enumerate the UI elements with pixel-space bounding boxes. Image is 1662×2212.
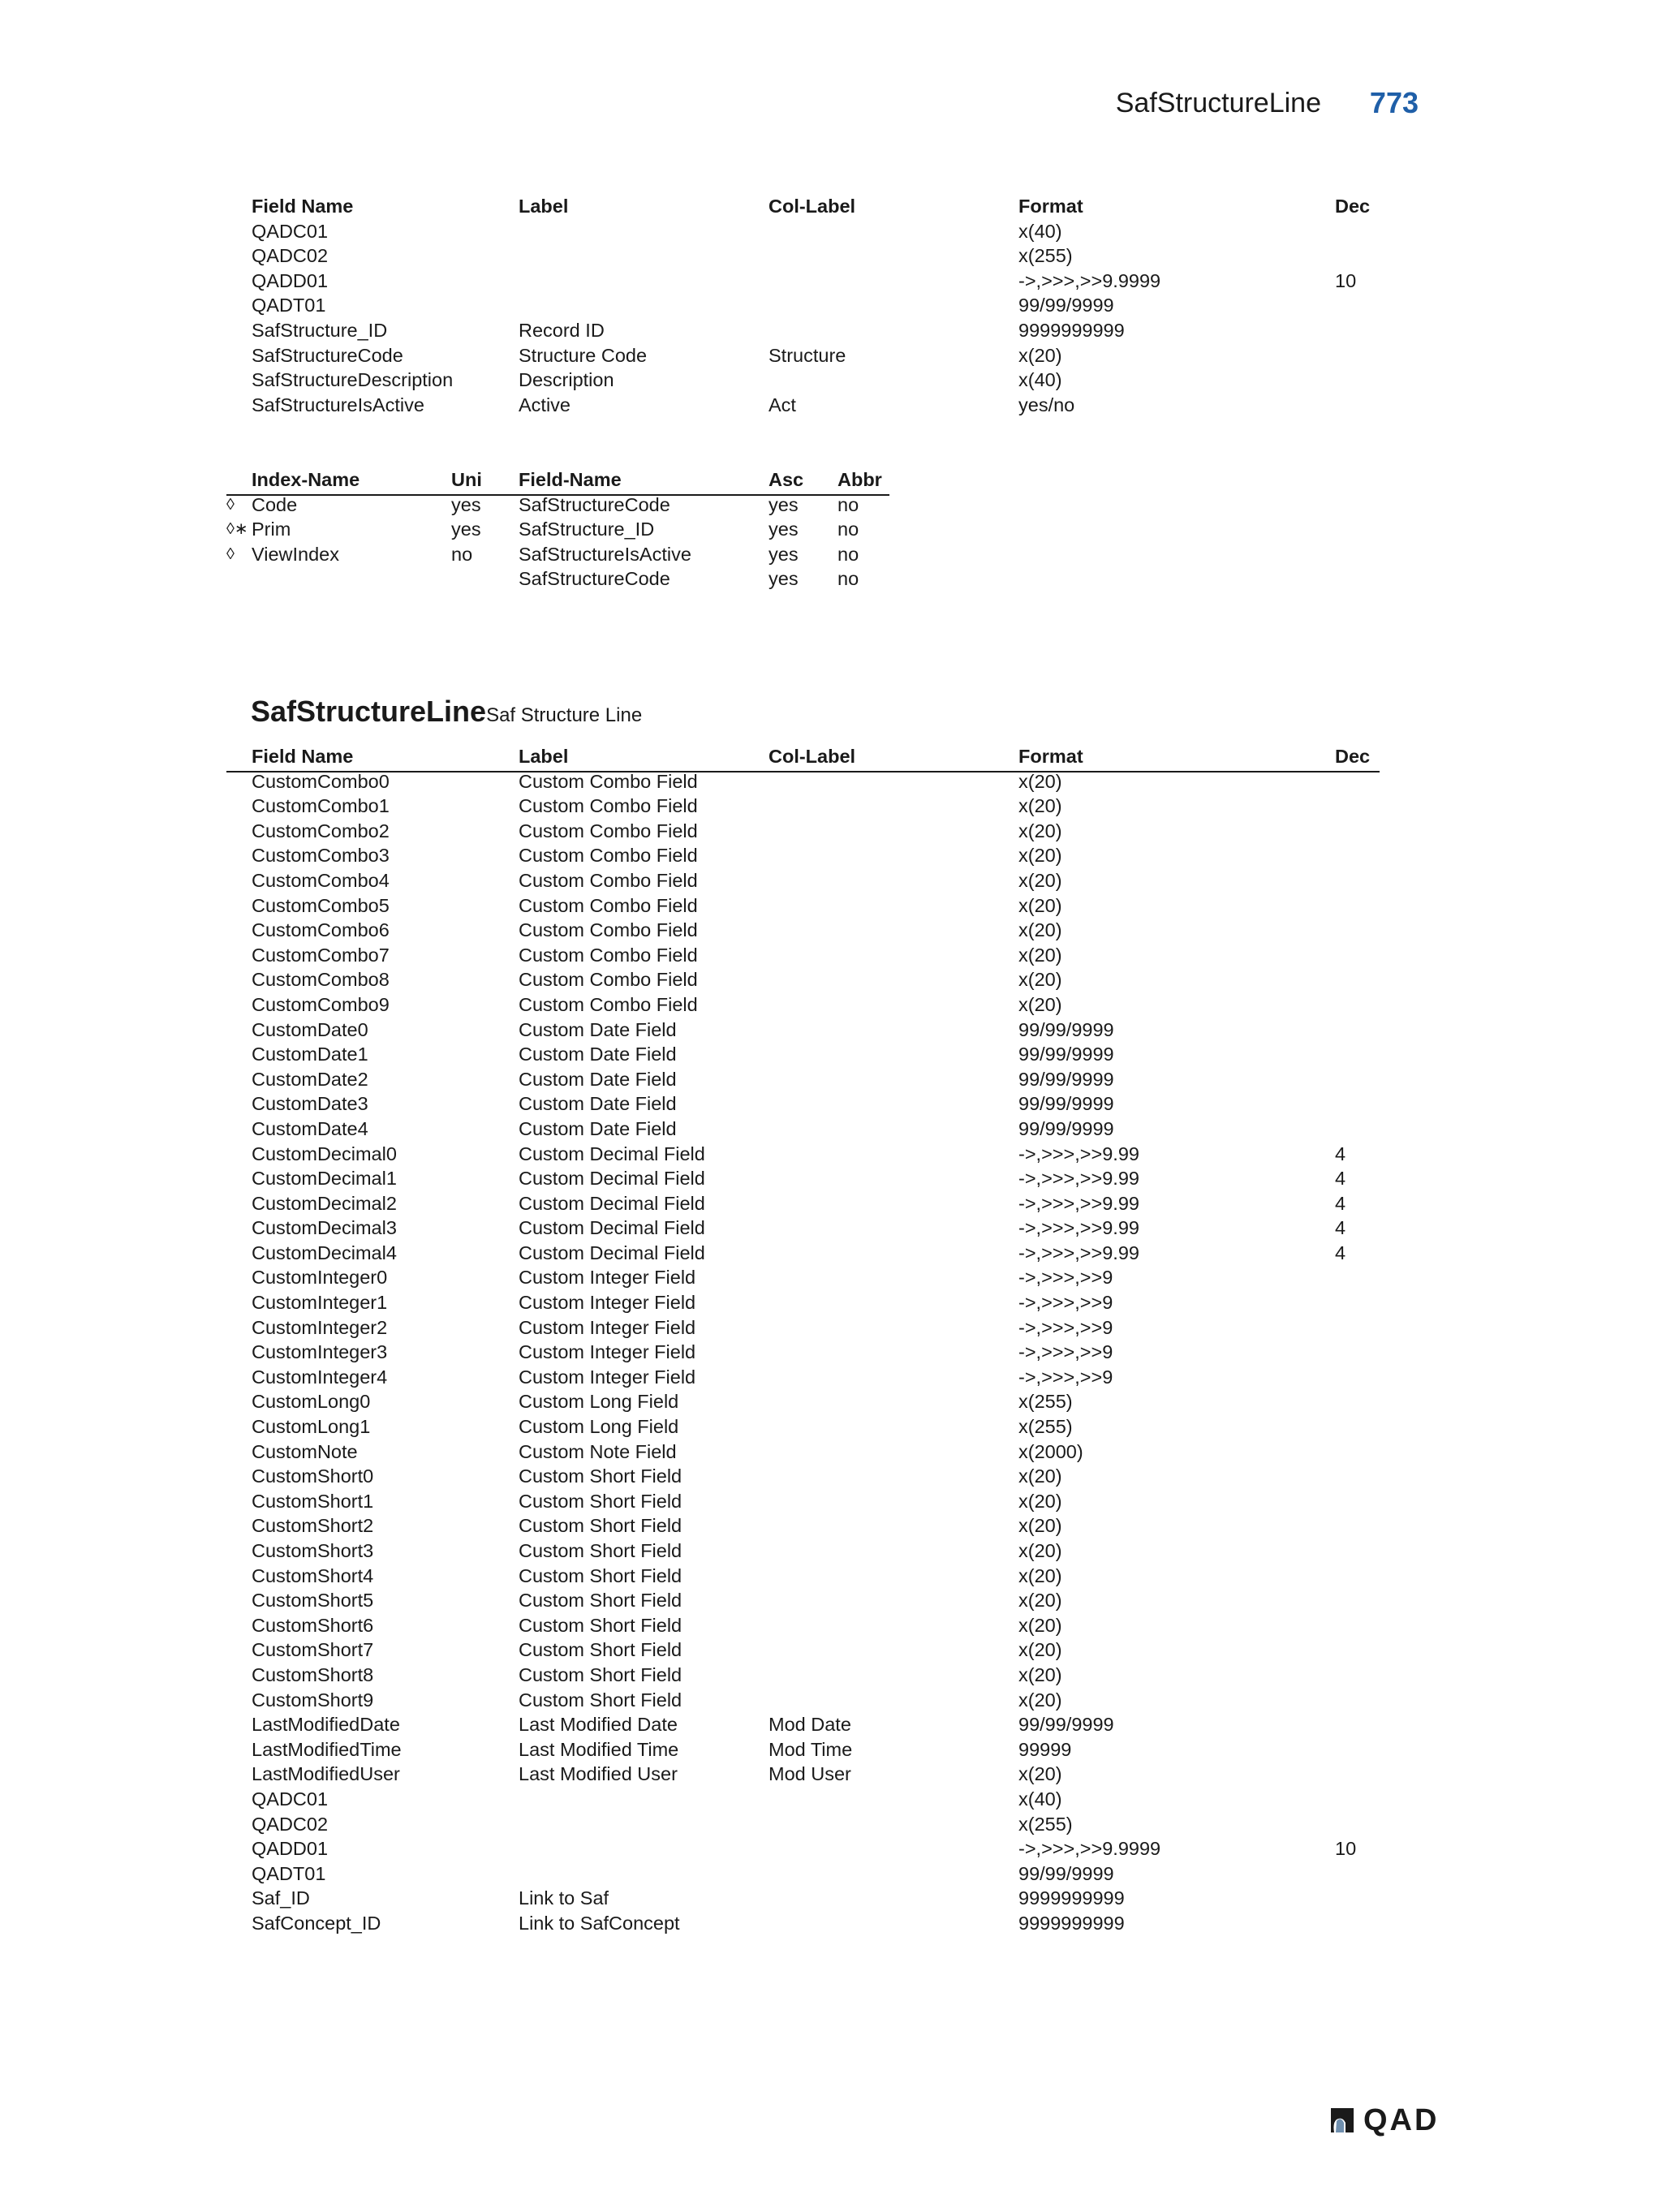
format-cell: 99/99/9999: [1018, 1068, 1114, 1090]
field-name-cell: SafStructure_ID: [252, 319, 388, 341]
table-row: [226, 819, 1379, 844]
col-label-cell: Structure: [769, 344, 846, 366]
table-header: [226, 467, 892, 493]
field-name-cell: CustomInteger1: [252, 1292, 388, 1314]
field-name-cell: CustomShort9: [252, 1689, 374, 1711]
format-cell: x(20): [1018, 1590, 1062, 1612]
table-row: [226, 243, 1387, 269]
format-cell: x(40): [1018, 220, 1062, 242]
label-cell: Custom Decimal Field: [519, 1217, 705, 1239]
page-title: SafStructureLine: [1115, 88, 1321, 118]
format-cell: x(40): [1018, 1788, 1062, 1810]
format-cell: x(40): [1018, 369, 1062, 391]
label-cell: Custom Short Field: [519, 1515, 682, 1537]
field-name-cell: SafStructureIsActive: [252, 394, 424, 415]
label-cell: Custom Date Field: [519, 1093, 677, 1115]
table-row: [226, 992, 1379, 1018]
header-dec: Dec: [1335, 746, 1371, 767]
table-row: [226, 1489, 1379, 1514]
table-row: [226, 1861, 1379, 1887]
field-name-cell: CustomShort7: [252, 1639, 374, 1661]
header-dec: Dec: [1335, 196, 1371, 217]
format-cell: ->,>>>,>>9.99: [1018, 1217, 1139, 1239]
field-name-cell: CustomCombo0: [252, 770, 390, 792]
table-row: [226, 967, 1379, 992]
label-cell: Link to Saf: [519, 1887, 609, 1909]
format-cell: ->,>>>,>>9.99: [1018, 1143, 1139, 1164]
format-cell: x(20): [1018, 1614, 1062, 1636]
field-name-cell: LastModifiedTime: [252, 1738, 402, 1760]
label-cell: Description: [519, 369, 614, 391]
label-cell: Last Modified Time: [519, 1738, 679, 1760]
field-name-cell: CustomCombo2: [252, 820, 390, 841]
field-name-cell: CustomDecimal3: [252, 1217, 397, 1239]
field-name-cell: CustomShort3: [252, 1540, 374, 1561]
qad-logo: [1328, 2105, 1449, 2137]
format-cell: x(20): [1018, 944, 1062, 966]
format-cell: 9999999999: [1018, 1912, 1125, 1934]
format-cell: x(20): [1018, 869, 1062, 891]
header-uni: Uni: [451, 469, 482, 490]
field-name-cell: SafStructure_ID: [519, 519, 655, 540]
format-cell: x(255): [1018, 1391, 1073, 1413]
label-cell: Custom Integer Field: [519, 1316, 696, 1338]
format-cell: x(20): [1018, 969, 1062, 991]
field-name-cell: QADC01: [252, 220, 329, 242]
field-name-cell: QADT01: [252, 295, 326, 316]
table-row: [226, 1564, 1379, 1589]
format-cell: x(20): [1018, 993, 1062, 1015]
field-name-cell: SafStructureCode: [519, 493, 670, 515]
table-row: [226, 1836, 1379, 1861]
table-row: [226, 269, 1387, 294]
table-row: [226, 517, 892, 542]
table-row: [226, 1067, 1379, 1092]
field-name-cell: CustomDecimal0: [252, 1143, 397, 1164]
label-cell: Custom Short Field: [519, 1564, 682, 1586]
field-name-cell: CustomShort2: [252, 1515, 374, 1537]
table-row: [226, 1787, 1379, 1812]
table-row: [226, 368, 1387, 393]
format-cell: 9999999999: [1018, 319, 1125, 341]
format-cell: ->,>>>,>>9: [1018, 1316, 1113, 1338]
label-cell: Custom Combo Field: [519, 795, 698, 817]
format-cell: 99/99/9999: [1018, 1117, 1114, 1139]
asc-cell: yes: [769, 493, 799, 515]
table-row: [226, 1588, 1379, 1613]
dec-cell: 10: [1335, 1838, 1357, 1860]
field-name-cell: SafStructureCode: [252, 344, 403, 366]
format-cell: x(255): [1018, 1813, 1073, 1835]
dec-cell: 4: [1335, 1168, 1346, 1190]
col-label-cell: Mod Time: [769, 1738, 853, 1760]
format-cell: x(20): [1018, 894, 1062, 916]
label-cell: Custom Decimal Field: [519, 1242, 705, 1263]
format-cell: x(255): [1018, 1416, 1073, 1438]
label-cell: Structure Code: [519, 344, 648, 366]
label-cell: Custom Combo Field: [519, 845, 698, 867]
col-label-cell: Mod Date: [769, 1714, 851, 1736]
label-cell: Last Modified User: [519, 1763, 678, 1785]
field-name-cell: CustomCombo6: [252, 919, 390, 941]
table-row: [226, 1315, 1379, 1341]
table-header: [226, 194, 1387, 219]
fields-table-1: [226, 194, 1387, 417]
format-cell: ->,>>>,>>9.99: [1018, 1168, 1139, 1190]
label-cell: Custom Date Field: [519, 1117, 677, 1139]
table-row: [226, 566, 892, 592]
table-row: [226, 219, 1387, 244]
qad-logo-text: QAD: [1363, 2103, 1440, 2137]
table-row: [226, 293, 1387, 318]
field-name-cell: SafStructureDescription: [252, 369, 454, 391]
label-cell: Custom Short Field: [519, 1639, 682, 1661]
label-cell: Custom Integer Field: [519, 1366, 696, 1388]
header-abbr: Abbr: [837, 469, 882, 490]
page-number: 773: [1369, 86, 1419, 119]
label-cell: Custom Short Field: [519, 1540, 682, 1561]
abbr-cell: no: [837, 543, 859, 565]
field-name-cell: CustomLong0: [252, 1391, 371, 1413]
table-row: [226, 1091, 1379, 1117]
header-field-name: Field Name: [252, 196, 354, 217]
table-row: [226, 318, 1387, 343]
label-cell: Active: [519, 394, 571, 415]
header-field-name: Field-Name: [519, 469, 622, 490]
table-row: [226, 1365, 1379, 1390]
format-cell: x(20): [1018, 1540, 1062, 1561]
format-cell: 99/99/9999: [1018, 1862, 1114, 1884]
label-cell: Custom Combo Field: [519, 869, 698, 891]
label-cell: Custom Integer Field: [519, 1267, 696, 1289]
field-name-cell: CustomInteger4: [252, 1366, 388, 1388]
table-row: [226, 1018, 1379, 1043]
format-cell: ->,>>>,>>9: [1018, 1267, 1113, 1289]
format-cell: x(20): [1018, 845, 1062, 867]
table-row: [226, 943, 1379, 968]
col-label-cell: Act: [769, 394, 796, 415]
format-cell: 99/99/9999: [1018, 1714, 1114, 1736]
index-name-cell: Prim: [252, 519, 291, 540]
table-row: [226, 1265, 1379, 1290]
table-row: [226, 1440, 1379, 1465]
format-cell: 9999999999: [1018, 1887, 1125, 1909]
table-row: [226, 1389, 1379, 1414]
field-name-cell: CustomCombo7: [252, 944, 390, 966]
field-name-cell: CustomLong1: [252, 1416, 371, 1438]
label-cell: Custom Combo Field: [519, 919, 698, 941]
label-cell: Custom Short Field: [519, 1490, 682, 1512]
field-name-cell: Saf_ID: [252, 1887, 310, 1909]
table-row: [226, 1762, 1379, 1787]
format-cell: x(20): [1018, 344, 1062, 366]
label-cell: Custom Short Field: [519, 1689, 682, 1711]
format-cell: x(20): [1018, 1763, 1062, 1785]
table-row: [226, 1340, 1379, 1365]
table-row: [226, 393, 1387, 418]
asc-cell: yes: [769, 519, 799, 540]
field-name-cell: CustomNote: [252, 1440, 358, 1462]
table-row: [226, 1166, 1379, 1191]
label-cell: Custom Short Field: [519, 1465, 682, 1487]
field-name-cell: CustomShort4: [252, 1564, 374, 1586]
label-cell: Custom Combo Field: [519, 993, 698, 1015]
dec-cell: 10: [1335, 269, 1357, 291]
header-format: Format: [1018, 196, 1083, 217]
table-row: [226, 1464, 1379, 1489]
format-cell: x(20): [1018, 1564, 1062, 1586]
label-cell: Custom Combo Field: [519, 770, 698, 792]
format-cell: ->,>>>,>>9.9999: [1018, 269, 1161, 291]
table-row: [226, 1513, 1379, 1539]
field-name-cell: CustomInteger3: [252, 1341, 388, 1363]
field-name-cell: LastModifiedDate: [252, 1714, 400, 1736]
table-row: [226, 1886, 1379, 1911]
col-label-cell: Mod User: [769, 1763, 851, 1785]
label-cell: Custom Date Field: [519, 1068, 677, 1090]
field-name-cell: CustomShort5: [252, 1590, 374, 1612]
abbr-cell: no: [837, 493, 859, 515]
index-name-cell: Code: [252, 493, 298, 515]
label-cell: Link to SafConcept: [519, 1912, 680, 1934]
format-cell: 99/99/9999: [1018, 1093, 1114, 1115]
index-marker: ◊∗: [226, 520, 248, 539]
label-cell: Custom Decimal Field: [519, 1168, 705, 1190]
unique-cell: no: [451, 543, 473, 565]
field-name-cell: CustomCombo1: [252, 795, 390, 817]
section-title: [251, 695, 642, 729]
table-row: [226, 1241, 1379, 1266]
header-field-name: Field Name: [252, 746, 354, 767]
fields-header-rule: [226, 771, 1380, 772]
format-cell: ->,>>>,>>9.99: [1018, 1242, 1139, 1263]
header-label: Label: [519, 196, 569, 217]
table-row: [226, 1737, 1379, 1762]
header-label: Label: [519, 746, 569, 767]
field-name-cell: CustomCombo4: [252, 869, 390, 891]
field-name-cell: SafStructureIsActive: [519, 543, 691, 565]
abbr-cell: no: [837, 519, 859, 540]
unique-cell: yes: [451, 493, 481, 515]
index-header-rule: [226, 494, 889, 496]
table-row: [226, 1042, 1379, 1067]
format-cell: yes/no: [1018, 394, 1075, 415]
field-name-cell: QADC02: [252, 245, 329, 267]
table-row: [226, 1414, 1379, 1440]
label-cell: Custom Short Field: [519, 1614, 682, 1636]
label-cell: Custom Combo Field: [519, 894, 698, 916]
field-name-cell: CustomShort6: [252, 1614, 374, 1636]
field-name-cell: SafConcept_ID: [252, 1912, 381, 1934]
format-cell: x(2000): [1018, 1440, 1083, 1462]
format-cell: x(20): [1018, 1639, 1062, 1661]
label-cell: Custom Combo Field: [519, 944, 698, 966]
table-row: [226, 1142, 1379, 1167]
table-row: [226, 1191, 1379, 1216]
field-name-cell: CustomCombo9: [252, 993, 390, 1015]
format-cell: 99/99/9999: [1018, 295, 1114, 316]
table-row: [226, 1539, 1379, 1564]
table-name: SafStructureLine: [251, 695, 487, 728]
field-name-cell: CustomShort8: [252, 1663, 374, 1685]
table-row: [226, 1712, 1379, 1737]
field-name-cell: CustomDate1: [252, 1044, 368, 1065]
format-cell: x(20): [1018, 1663, 1062, 1685]
header-col-label: Col-Label: [769, 746, 856, 767]
table-row: [226, 893, 1379, 919]
index-table: [226, 467, 892, 592]
field-name-cell: CustomCombo3: [252, 845, 390, 867]
field-name-cell: CustomDecimal1: [252, 1168, 397, 1190]
table-row: [226, 343, 1387, 368]
table-row: [226, 918, 1379, 943]
table-row: [226, 1812, 1379, 1837]
dec-cell: 4: [1335, 1192, 1346, 1214]
table-row: [226, 769, 1379, 794]
header-index-name: Index-Name: [252, 469, 360, 490]
field-name-cell: QADC01: [252, 1788, 329, 1810]
asc-cell: yes: [769, 568, 799, 590]
dec-cell: 4: [1335, 1242, 1346, 1263]
header-format: Format: [1018, 746, 1083, 767]
label-cell: Custom Combo Field: [519, 820, 698, 841]
label-cell: Last Modified Date: [519, 1714, 678, 1736]
label-cell: Custom Decimal Field: [519, 1192, 705, 1214]
table-row: [226, 542, 892, 567]
format-cell: ->,>>>,>>9: [1018, 1292, 1113, 1314]
field-name-cell: CustomShort0: [252, 1465, 374, 1487]
asc-cell: yes: [769, 543, 799, 565]
format-cell: x(20): [1018, 1490, 1062, 1512]
field-name-cell: CustomDate4: [252, 1117, 368, 1139]
format-cell: x(20): [1018, 820, 1062, 841]
label-cell: Custom Date Field: [519, 1044, 677, 1065]
format-cell: x(20): [1018, 1689, 1062, 1711]
table-description: Saf Structure Line: [486, 704, 643, 726]
field-name-cell: CustomDate3: [252, 1093, 368, 1115]
table-row: [226, 1688, 1379, 1713]
format-cell: x(20): [1018, 795, 1062, 817]
field-name-cell: CustomDate0: [252, 1018, 368, 1040]
field-name-cell: CustomShort1: [252, 1490, 374, 1512]
dec-cell: 4: [1335, 1143, 1346, 1164]
label-cell: Custom Short Field: [519, 1663, 682, 1685]
field-name-cell: CustomDecimal4: [252, 1242, 397, 1263]
format-cell: x(255): [1018, 245, 1073, 267]
format-cell: x(20): [1018, 1465, 1062, 1487]
qad-logo-icon: [1328, 2107, 1357, 2134]
header-asc: Asc: [769, 469, 804, 490]
field-name-cell: CustomDecimal2: [252, 1192, 397, 1214]
table-row: [226, 843, 1379, 868]
format-cell: x(20): [1018, 770, 1062, 792]
field-name-cell: CustomInteger2: [252, 1316, 388, 1338]
table-row: [226, 1613, 1379, 1638]
table-row: [226, 1290, 1379, 1315]
format-cell: x(20): [1018, 1515, 1062, 1537]
index-name-cell: ViewIndex: [252, 543, 339, 565]
format-cell: 99999: [1018, 1738, 1072, 1760]
header-col-label: Col-Label: [769, 196, 856, 217]
field-name-cell: CustomInteger0: [252, 1267, 388, 1289]
label-cell: Custom Note Field: [519, 1440, 677, 1462]
dec-cell: 4: [1335, 1217, 1346, 1239]
format-cell: ->,>>>,>>9: [1018, 1366, 1113, 1388]
field-name-cell: QADD01: [252, 1838, 329, 1860]
index-marker: ◊: [226, 544, 235, 563]
format-cell: ->,>>>,>>9.9999: [1018, 1838, 1161, 1860]
unique-cell: yes: [451, 519, 481, 540]
index-marker: ◊: [226, 495, 235, 514]
field-name-cell: QADD01: [252, 269, 329, 291]
label-cell: Custom Long Field: [519, 1416, 679, 1438]
fields-table-2: [226, 744, 1379, 1936]
label-cell: Record ID: [519, 319, 605, 341]
table-row: [226, 1637, 1379, 1663]
label-cell: Custom Integer Field: [519, 1341, 696, 1363]
label-cell: Custom Short Field: [519, 1590, 682, 1612]
format-cell: 99/99/9999: [1018, 1044, 1114, 1065]
format-cell: x(20): [1018, 919, 1062, 941]
format-cell: 99/99/9999: [1018, 1018, 1114, 1040]
table-row: [226, 1663, 1379, 1688]
table-row: [226, 868, 1379, 893]
field-name-cell: CustomDate2: [252, 1068, 368, 1090]
format-cell: ->,>>>,>>9.99: [1018, 1192, 1139, 1214]
table-row: [226, 1216, 1379, 1241]
label-cell: Custom Decimal Field: [519, 1143, 705, 1164]
field-name-cell: CustomCombo8: [252, 969, 390, 991]
field-name-cell: LastModifiedUser: [252, 1763, 400, 1785]
table-header: [226, 744, 1379, 769]
field-name-cell: CustomCombo5: [252, 894, 390, 916]
abbr-cell: no: [837, 568, 859, 590]
label-cell: Custom Integer Field: [519, 1292, 696, 1314]
field-name-cell: SafStructureCode: [519, 568, 670, 590]
format-cell: ->,>>>,>>9: [1018, 1341, 1113, 1363]
table-row: [226, 493, 892, 518]
table-row: [226, 1911, 1379, 1936]
label-cell: Custom Long Field: [519, 1391, 679, 1413]
field-name-cell: QADT01: [252, 1862, 326, 1884]
label-cell: Custom Date Field: [519, 1018, 677, 1040]
label-cell: Custom Combo Field: [519, 969, 698, 991]
field-name-cell: QADC02: [252, 1813, 329, 1835]
table-row: [226, 1117, 1379, 1142]
table-row: [226, 794, 1379, 819]
